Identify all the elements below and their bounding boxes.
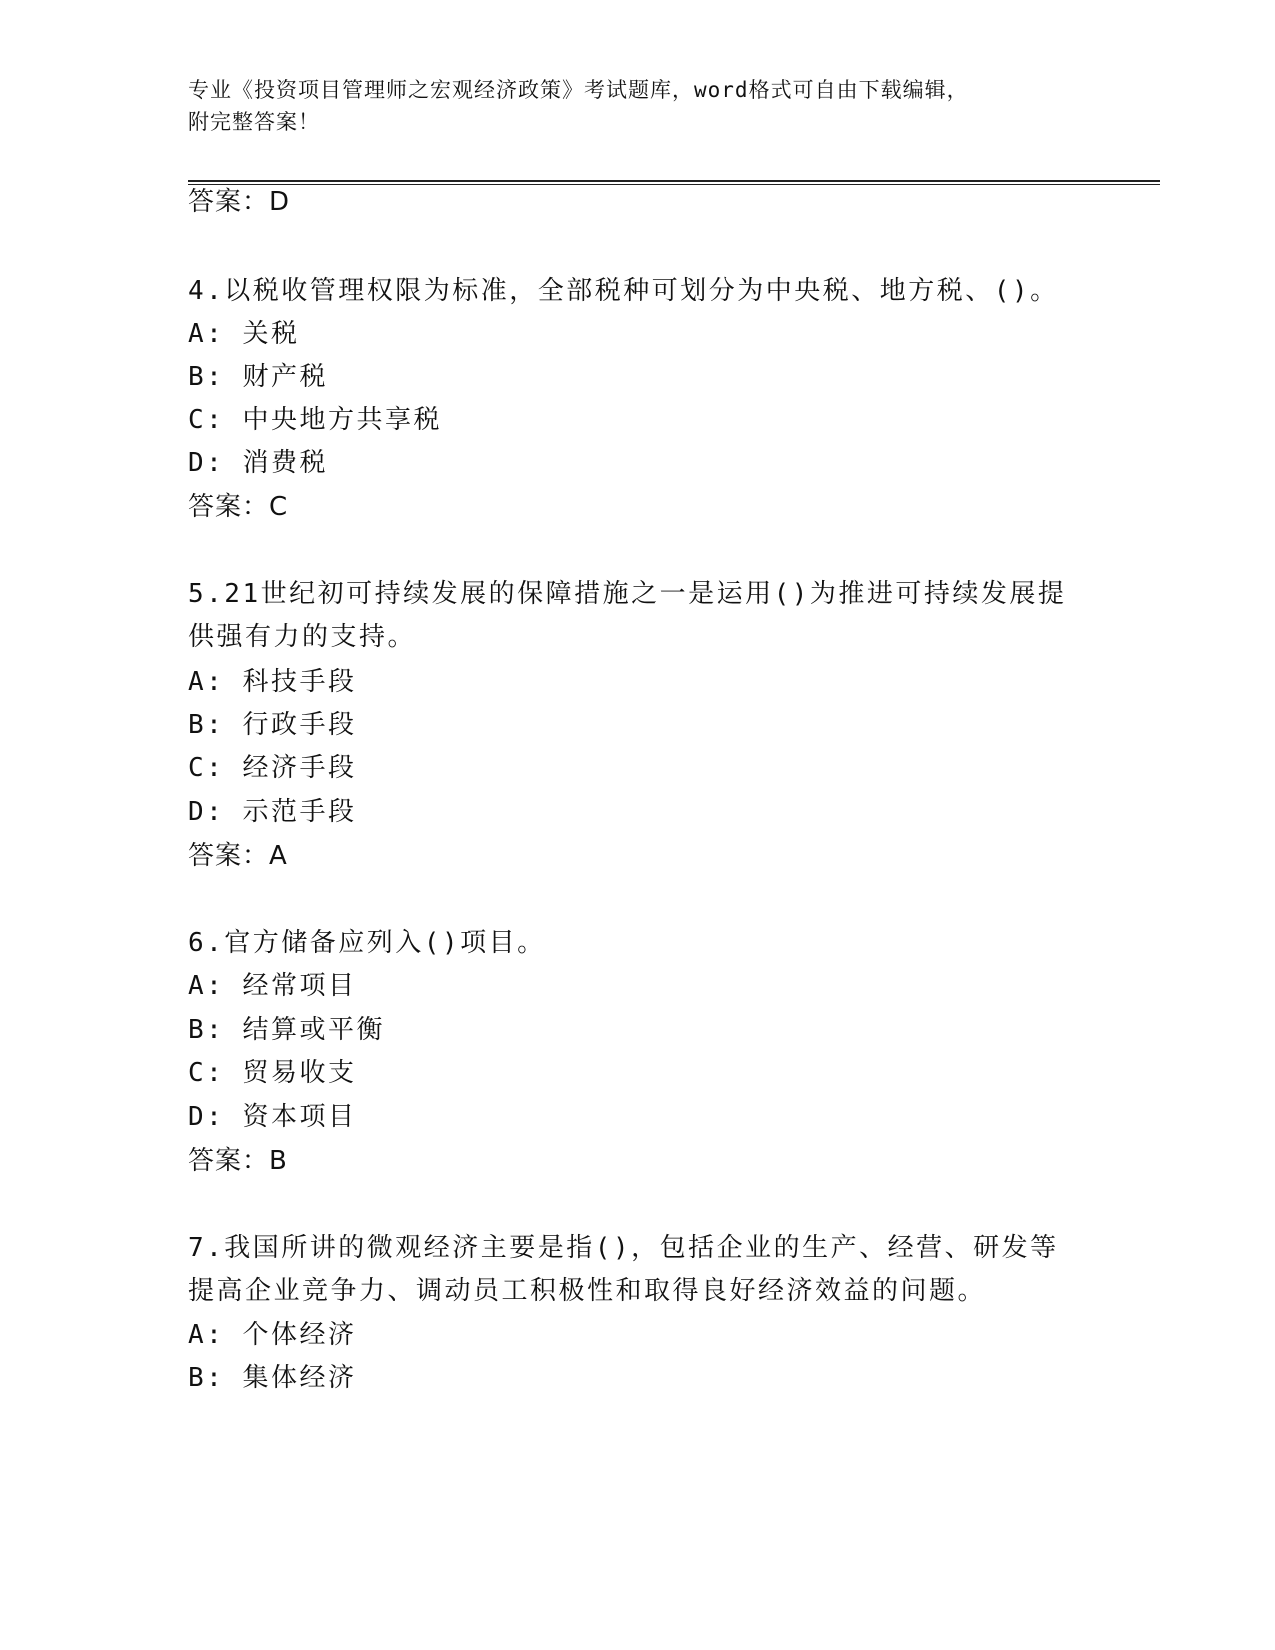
question-6-option-d: D: 资本项目: [188, 1102, 357, 1132]
header-line-1: 专业《投资项目管理师之宏观经济政策》考试题库，word格式可自由下载编辑，: [188, 78, 969, 102]
question-5-stem-line-2: 供强有力的支持。: [188, 622, 417, 652]
question-6-option-c: C: 贸易收支: [188, 1058, 357, 1088]
question-7-option-b: B: 集体经济: [188, 1363, 357, 1393]
question-7-option-a: A: 个体经济: [188, 1320, 357, 1350]
answer-q5: 答案：A: [188, 841, 288, 871]
question-5-option-a: A: 科技手段: [188, 667, 357, 697]
question-4-stem: 4.以税收管理权限为标准，全部税种可划分为中央税、地方税、()。: [188, 276, 1059, 306]
question-7-stem-line-2: 提高企业竞争力、调动员工积极性和取得良好经济效益的问题。: [188, 1276, 987, 1306]
question-4-option-a: A: 关税: [188, 319, 300, 349]
document-header: [188, 74, 1088, 138]
question-5-option-d: D: 示范手段: [188, 797, 357, 827]
question-6-option-a: A: 经常项目: [188, 971, 357, 1001]
question-5-stem-line-1: 5.21世纪初可持续发展的保障措施之一是运用()为推进可持续发展提: [188, 579, 1067, 609]
question-6-stem: 6.官方储备应列入()项目。: [188, 928, 546, 958]
answer-q6: 答案：B: [188, 1146, 288, 1176]
question-7-stem-line-1: 7.我国所讲的微观经济主要是指()，包括企业的生产、经营、研发等: [188, 1233, 1059, 1263]
header-line-2: 附完整答案！: [188, 110, 320, 134]
question-5-option-b: B: 行政手段: [188, 710, 357, 740]
header-divider: [188, 180, 1160, 185]
question-4-option-c: C: 中央地方共享税: [188, 405, 442, 435]
answer-q3: 答案：D: [188, 187, 291, 217]
question-4-option-d: D: 消费税: [188, 448, 328, 478]
question-5-option-c: C: 经济手段: [188, 753, 357, 783]
question-6-option-b: B: 结算或平衡: [188, 1015, 385, 1045]
answer-q4: 答案：C: [188, 492, 289, 522]
question-4-option-b: B: 财产税: [188, 362, 328, 392]
